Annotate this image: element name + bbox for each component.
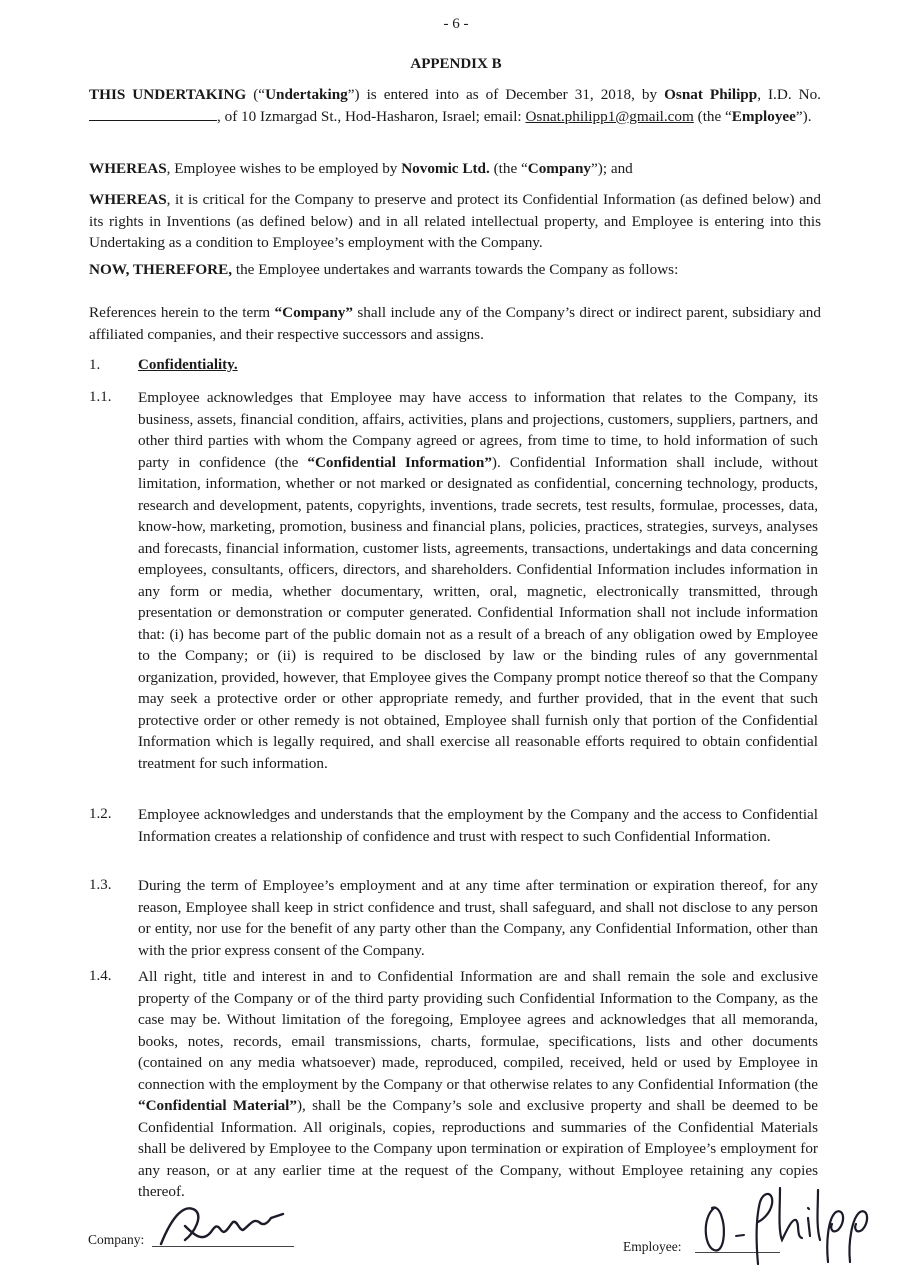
company-signature-image [155,1196,295,1256]
section-number: 1. [89,357,101,373]
clause-1-1: Employee acknowledges that Employee may have access to information that relates to the Company, its business, assets, financial condition, affairs, activities, plans and projections, customers, suppliers, partners, and other third parties with whom the Company agreed or agrees, from time to time, to hold information of such party in confidence (the “Confidential Information”). Confidential Information shall include, without limitation, information, whether or not marked or designated as confidential, concerning technology, products, research and development, patents, copyrights, inventions, trade secrets, test results, formulae, processes, data, know-how, marketing, promotion, business and financial plans, policies, practices, strategies, surveys, analyses and forecasts, financial information, customer lists, agreements, transactions, undertakings and data concerning employees, consultants, officers, directors, and shareholders. Confidential Information includes information in any form or media, whether documentary, written, oral, magnetic, electronically transmitted, through presentation or demonstration or computer generated. Confidential Information shall not include information that: (i) has become part of the public domain not as a result of a breach of any obligation owed by Employee to the Company; or (ii) is required to be disclosed by law or the binding rules of any governmental organization, provided, however, that Employee gives the Company prompt notice thereof so that the Company may seek a protective order or other appropriate remedy, and further provided, that in the event that such protective order or other remedy is not obtained, Employee shall furnish only that portion of the Confidential Information which is legally required, and shall exercise all reasonable efforts required to obtain confidential treatment for such information. [138,389,818,772]
employee-name: Osnat Philipp [664,86,758,103]
company-signature-label: Company: [88,1232,145,1247]
clause-1-3: During the term of Employee’s employment and at any time after termination or expiration thereof, for any reason, Employee shall keep in strict confidence and trust, shall safeguard, and shall not disclose to any person or entity, nor use for the benefit of any party other than the Company, any Confidential Information, other than with the prior express consent of the Company. [138,877,818,959]
clause-number: 1.2. [89,806,112,822]
clause-number: 1.1. [89,389,112,405]
page-number: - 6 - [443,16,469,32]
id-number-blank [89,106,217,121]
section-title: Confidentiality. [138,357,238,373]
undertaking-heading: THIS UNDERTAKING [89,86,247,103]
whereas-paragraph-2: WHEREAS, it is critical for the Company to preserve and protect its Confidential Information (as defined below) and its rights in Inventions (as defined below) and in all related intellectual property, and Employee is entering into this Undertaking as a condition to Employee’s employment with the Company. [89,191,821,251]
now-therefore-paragraph: NOW, THEREFORE, the Employee undertakes and warrants towards the Company as follows: [89,261,679,278]
employee-signature-image [692,1178,888,1270]
whereas-paragraph-1: WHEREAS, Employee wishes to be employed by Novomic Ltd. (the “Company”); and [89,160,633,177]
employee-signature-label: Employee: [623,1239,682,1254]
company-name: Novomic Ltd. [401,160,490,177]
document-title: APPENDIX B [410,56,502,72]
clause-number: 1.4. [89,968,112,984]
undertaking-intro-paragraph: THIS UNDERTAKING (“Undertaking”) is entered into as of December 31, 2018, by Osnat Philipp, I.D. No. , of 10 Izmargad St., Hod-Hasharon, Israel; email: Osnat.philipp1@gmail.com (the “Employee”). [89,86,821,125]
clause-1-4: All right, title and interest in and to Confidential Information are and shall remain the sole and exclusive property of the Company or of the third party providing such Confidential Information to the Company, as the case may be. Without limitation of the foregoing, Employee agrees and acknowledges that all memoranda, books, notes, records, email transmissions, charts, formulae, specifications, lists and other documents (contained on any media whatsoever) made, reproduced, compiled, received, held or used by Employee in connection with the employment by the Company or that otherwise relates to any Confidential Information (the “Confidential Material”), shall be the Company’s sole and exclusive property and shall be deemed to be Confidential Information. All originals, copies, reproductions and summaries of the Confidential Materials shall be delivered by Employee to the Company upon termination or expiration of Employee’s employment for any reason, or at any earlier time at the request of the Company, without Employee retaining any copies thereof. [138,968,818,1200]
references-paragraph: References herein to the term “Company” shall include any of the Company’s direct or indirect parent, subsidiary and affiliated companies, and their respective successors and assigns. [89,304,821,343]
clause-number: 1.3. [89,877,112,893]
email-link[interactable]: Osnat.philipp1@gmail.com [525,107,694,125]
clause-1-2: Employee acknowledges and understands that the employment by the Company and the access to Confidential Information creates a relationship of confidence and trust with respect to such Confidential Information. [138,806,818,845]
